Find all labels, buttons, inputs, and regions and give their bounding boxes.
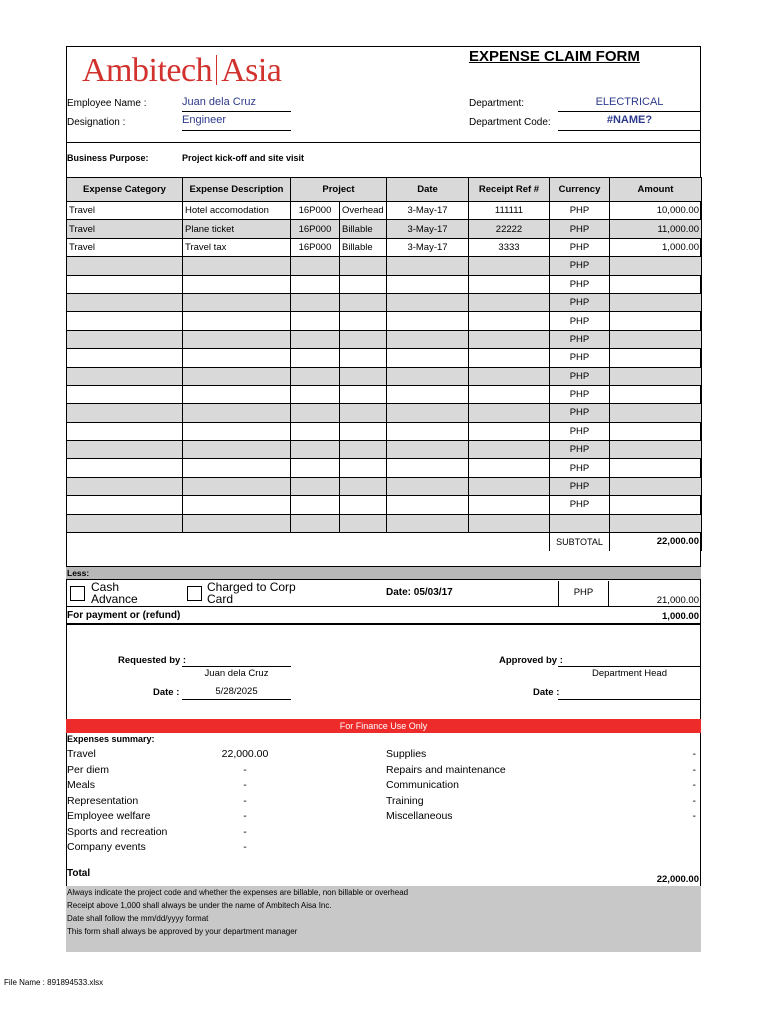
date-cell[interactable] (387, 385, 469, 403)
project-code-cell[interactable] (291, 275, 340, 293)
currency-cell[interactable] (550, 514, 610, 532)
date-cell[interactable] (387, 367, 469, 385)
table-row (67, 349, 702, 367)
receipt-cell[interactable]: 22222 (469, 220, 550, 238)
receipt-cell[interactable] (469, 367, 550, 385)
description-cell[interactable] (183, 459, 291, 477)
amount-cell[interactable] (610, 312, 702, 330)
summary-label: Travel (67, 748, 96, 760)
project-type-cell[interactable] (340, 367, 387, 385)
category-cell[interactable] (67, 312, 183, 330)
project-type-cell[interactable]: Overhead (340, 202, 387, 220)
amount-cell[interactable]: 1,000.00 (610, 238, 702, 256)
date-cell[interactable] (387, 441, 469, 459)
amount-cell[interactable] (610, 330, 702, 348)
category-cell[interactable] (67, 514, 183, 532)
header-expense-category: Expense Category (67, 178, 183, 202)
less-bar (66, 566, 701, 580)
project-code-cell[interactable] (291, 293, 340, 311)
currency-cell[interactable]: PHP (550, 367, 610, 385)
category-cell[interactable]: Travel (67, 238, 183, 256)
file-name: File Name : 891894533.xlsx (4, 978, 104, 987)
corp-card-checkbox[interactable] (187, 586, 202, 601)
requested-by-label: Requested by : (118, 655, 187, 666)
category-cell[interactable]: Travel (67, 202, 183, 220)
table-row (67, 257, 702, 275)
header-amount: Amount (610, 178, 702, 202)
table-row (67, 330, 702, 348)
summary-value: - (243, 810, 247, 822)
currency-cell[interactable]: PHP (550, 404, 610, 422)
date-cell[interactable]: 3-May-17 (387, 220, 469, 238)
amount-cell[interactable] (610, 367, 702, 385)
description-cell[interactable]: Hotel accomodation (183, 202, 291, 220)
amount-cell[interactable] (610, 293, 702, 311)
project-code-cell[interactable] (291, 422, 340, 440)
date-cell[interactable] (387, 330, 469, 348)
amount-cell[interactable] (610, 514, 702, 532)
receipt-cell[interactable] (469, 496, 550, 514)
description-cell[interactable]: Travel tax (183, 238, 291, 256)
summary-label: Communication (386, 779, 459, 791)
receipt-cell[interactable] (469, 312, 550, 330)
requested-by-name: Juan dela Cruz (204, 668, 269, 679)
date-cell[interactable]: 3-May-17 (387, 202, 469, 220)
less-date: Date: 05/03/17 (386, 587, 453, 598)
summary-label: Meals (67, 779, 96, 791)
divider (66, 623, 701, 625)
description-cell[interactable] (183, 312, 291, 330)
corp-card-label: Charged to Corp Card (207, 580, 296, 606)
table-row (67, 293, 702, 311)
table-row (67, 385, 702, 403)
project-type-cell[interactable] (340, 293, 387, 311)
project-code-cell[interactable] (291, 514, 340, 532)
receipt-cell[interactable] (469, 441, 550, 459)
summary-value: - (692, 763, 696, 776)
receipt-cell[interactable] (469, 349, 550, 367)
employee-name-label: Employee Name : (67, 98, 147, 109)
note-line: Date shall follow the mm/dd/yyyy format (67, 914, 209, 923)
receipt-cell[interactable] (469, 257, 550, 275)
category-cell[interactable] (67, 257, 183, 275)
project-code-cell[interactable] (291, 349, 340, 367)
header-receipt-ref: Receipt Ref # (469, 178, 550, 202)
description-cell[interactable] (183, 441, 291, 459)
amount-cell[interactable] (610, 441, 702, 459)
summary-label: Company events (67, 841, 146, 853)
employee-name-field[interactable]: Juan dela Cruz (182, 96, 291, 112)
table-row (67, 441, 702, 459)
amount-cell[interactable] (610, 404, 702, 422)
header-expense-description: Expense Description (183, 178, 291, 202)
project-type-cell[interactable]: Billable (340, 220, 387, 238)
cash-advance-option[interactable] (70, 581, 180, 605)
total-label: Total (67, 868, 91, 879)
table-row (67, 367, 702, 385)
project-type-cell[interactable] (340, 441, 387, 459)
corp-card-option[interactable] (187, 581, 317, 605)
amount-cell[interactable] (610, 477, 702, 495)
currency-cell[interactable]: PHP (550, 220, 610, 238)
logo-divider (216, 55, 217, 85)
cash-advance-label: Cash Advance (91, 580, 138, 606)
note-line: Receipt above 1,000 shall always be under the name of Ambitech Aisa Inc. (67, 901, 332, 910)
approved-by-label: Approved by : (499, 655, 563, 666)
summary-value: - (692, 748, 696, 760)
table-row (67, 422, 702, 440)
currency-cell[interactable]: PHP (550, 441, 610, 459)
business-purpose-field[interactable]: Project kick-off and site visit (182, 153, 305, 163)
table-row (67, 496, 702, 514)
currency-cell[interactable]: PHP (550, 385, 610, 403)
less-amount: 21,000.00 (656, 595, 699, 606)
approved-by-line[interactable] (558, 654, 701, 667)
cash-advance-checkbox[interactable] (70, 586, 85, 601)
table-row (67, 202, 702, 220)
table-row (67, 459, 702, 477)
currency-cell[interactable]: PHP (550, 257, 610, 275)
note-line: This form shall always be approved by your department manager (67, 927, 298, 936)
category-cell[interactable] (67, 496, 183, 514)
department-code-label: Department Code: (469, 117, 551, 128)
project-type-cell[interactable] (340, 275, 387, 293)
amount-cell[interactable] (610, 496, 702, 514)
project-code-cell[interactable] (291, 257, 340, 275)
date-cell[interactable] (387, 514, 469, 532)
description-cell[interactable] (183, 477, 291, 495)
description-cell[interactable] (183, 257, 291, 275)
category-cell[interactable] (67, 404, 183, 422)
project-code-cell[interactable] (291, 496, 340, 514)
approved-date-field[interactable] (558, 686, 701, 700)
summary-label: Repairs and maintenance (386, 763, 506, 776)
project-type-cell[interactable] (340, 257, 387, 275)
divider (66, 606, 701, 607)
project-code-cell[interactable] (291, 404, 340, 422)
currency-cell[interactable]: PHP (550, 202, 610, 220)
project-type-cell[interactable] (340, 404, 387, 422)
category-cell[interactable] (67, 367, 183, 385)
receipt-cell[interactable] (469, 275, 550, 293)
summary-value: - (243, 779, 247, 791)
project-code-cell[interactable] (291, 367, 340, 385)
summary-label: Miscellaneous (386, 810, 453, 822)
receipt-cell[interactable] (469, 514, 550, 532)
receipt-cell[interactable] (469, 459, 550, 477)
category-cell[interactable] (67, 275, 183, 293)
amount-cell[interactable] (610, 385, 702, 403)
project-type-cell[interactable] (340, 459, 387, 477)
amount-cell[interactable] (610, 422, 702, 440)
receipt-cell[interactable]: 3333 (469, 238, 550, 256)
currency-cell[interactable]: PHP (550, 312, 610, 330)
description-cell[interactable] (183, 514, 291, 532)
category-cell[interactable] (67, 477, 183, 495)
department-label: Department: (469, 98, 525, 109)
project-code-cell[interactable]: 16P000 (291, 238, 340, 256)
date-cell[interactable] (387, 496, 469, 514)
category-cell[interactable] (67, 330, 183, 348)
project-type-cell[interactable]: Billable (340, 238, 387, 256)
description-cell[interactable] (183, 496, 291, 514)
logo-left: Ambitech (82, 52, 213, 89)
designation-field[interactable]: Engineer (182, 114, 291, 131)
department-field[interactable]: ELECTRICAL (558, 96, 701, 112)
approved-by-name: Department Head (592, 668, 667, 679)
currency-cell[interactable]: PHP (550, 422, 610, 440)
project-code-cell[interactable] (291, 477, 340, 495)
table-row (67, 514, 702, 532)
table-header-row (67, 178, 702, 202)
category-cell[interactable] (67, 349, 183, 367)
table-row (67, 312, 702, 330)
project-code-cell[interactable] (291, 441, 340, 459)
description-cell[interactable]: Plane ticket (183, 220, 291, 238)
date-cell[interactable] (387, 349, 469, 367)
amount-cell[interactable]: 11,000.00 (610, 220, 702, 238)
currency-cell[interactable]: PHP (550, 349, 610, 367)
amount-cell[interactable] (610, 275, 702, 293)
summary-value: 22,000.00 (221, 748, 269, 760)
project-code-cell[interactable] (291, 312, 340, 330)
header-currency: Currency (550, 178, 610, 202)
description-cell[interactable] (183, 367, 291, 385)
table-row (67, 404, 702, 422)
summary-value: - (692, 810, 696, 822)
currency-cell[interactable]: PHP (550, 238, 610, 256)
less-currency: PHP (573, 587, 594, 598)
summary-label: Employee welfare (67, 810, 151, 822)
date-cell[interactable]: 3-May-17 (387, 238, 469, 256)
receipt-cell[interactable] (469, 477, 550, 495)
amount-cell[interactable] (610, 459, 702, 477)
project-type-cell[interactable] (340, 514, 387, 532)
currency-cell[interactable]: PHP (550, 330, 610, 348)
amount-cell[interactable] (610, 349, 702, 367)
header-project: Project (291, 178, 387, 202)
project-code-cell[interactable] (291, 459, 340, 477)
category-cell[interactable]: Travel (67, 220, 183, 238)
date-cell[interactable] (387, 422, 469, 440)
project-code-cell[interactable] (291, 385, 340, 403)
department-code-field[interactable]: #NAME? (558, 114, 701, 131)
project-code-cell[interactable]: 16P000 (291, 220, 340, 238)
project-type-cell[interactable] (340, 330, 387, 348)
payment-amount: 1,000.00 (662, 611, 699, 622)
receipt-cell[interactable] (469, 330, 550, 348)
notes-box (66, 886, 701, 952)
category-cell[interactable] (67, 459, 183, 477)
subtotal-value: 22,000.00 (610, 533, 702, 551)
description-cell[interactable] (183, 422, 291, 440)
table-row (67, 238, 702, 256)
amount-cell[interactable]: 10,000.00 (610, 202, 702, 220)
receipt-cell[interactable] (469, 293, 550, 311)
requested-date-label: Date : (153, 687, 180, 698)
receipt-cell[interactable] (469, 404, 550, 422)
summary-value: - (243, 825, 247, 838)
date-cell[interactable] (387, 404, 469, 422)
note-line: Always indicate the project code and whether the expenses are billable, non billable or overhead (67, 888, 409, 897)
summary-label: Per diem (67, 763, 110, 776)
company-logo (82, 52, 281, 90)
category-cell[interactable] (67, 441, 183, 459)
subtotal-label: SUBTOTAL (550, 533, 610, 551)
date-cell[interactable] (387, 275, 469, 293)
project-type-cell[interactable] (340, 422, 387, 440)
currency-cell[interactable]: PHP (550, 293, 610, 311)
receipt-cell[interactable] (469, 385, 550, 403)
summary-value: - (692, 794, 696, 807)
category-cell[interactable] (67, 385, 183, 403)
project-type-cell[interactable] (340, 312, 387, 330)
business-purpose-label: Business Purpose: (67, 153, 149, 163)
header-date: Date (387, 178, 469, 202)
summary-label: Sports and recreation (67, 825, 168, 838)
requested-by-line[interactable] (182, 654, 291, 667)
subtotal-row (67, 533, 702, 551)
form-title: EXPENSE CLAIM FORM (469, 48, 640, 65)
summary-value: - (243, 794, 247, 807)
receipt-cell[interactable] (469, 422, 550, 440)
requested-date-field[interactable]: 5/28/2025 (182, 686, 291, 700)
description-cell[interactable] (183, 404, 291, 422)
description-cell[interactable] (183, 349, 291, 367)
date-cell[interactable] (387, 459, 469, 477)
currency-cell[interactable]: PHP (550, 477, 610, 495)
date-cell[interactable] (387, 293, 469, 311)
category-cell[interactable] (67, 422, 183, 440)
summary-value: - (243, 841, 247, 853)
project-code-cell[interactable] (291, 330, 340, 348)
approved-date-label: Date : (533, 687, 560, 698)
project-type-cell[interactable] (340, 385, 387, 403)
summary-value: - (692, 779, 696, 791)
category-cell[interactable] (67, 293, 183, 311)
table-row (67, 220, 702, 238)
currency-cell[interactable]: PHP (550, 459, 610, 477)
date-cell[interactable] (387, 312, 469, 330)
expense-table (66, 177, 702, 551)
description-cell[interactable] (183, 275, 291, 293)
description-cell[interactable] (183, 330, 291, 348)
date-cell[interactable] (387, 257, 469, 275)
summary-label: Training (386, 794, 424, 807)
summary-label: Representation (67, 794, 139, 807)
summary-value: - (243, 763, 247, 776)
description-cell[interactable] (183, 293, 291, 311)
date-cell[interactable] (387, 477, 469, 495)
divider (66, 142, 701, 143)
project-type-cell[interactable] (340, 477, 387, 495)
project-type-cell[interactable] (340, 496, 387, 514)
logo-right: Asia (221, 52, 282, 89)
amount-cell[interactable] (610, 257, 702, 275)
receipt-cell[interactable]: 111111 (469, 202, 550, 220)
expenses-summary-label: Expenses summary: (67, 734, 155, 744)
payment-label: For payment or (refund) (67, 610, 181, 621)
total-value: 22,000.00 (656, 874, 699, 885)
description-cell[interactable] (183, 385, 291, 403)
less-label: Less: (67, 568, 90, 578)
currency-cell[interactable]: PHP (550, 275, 610, 293)
project-code-cell[interactable]: 16P000 (291, 202, 340, 220)
designation-label: Designation : (67, 117, 126, 128)
finance-use-bar: For Finance Use Only (66, 719, 701, 733)
table-row (67, 477, 702, 495)
currency-cell[interactable]: PHP (550, 496, 610, 514)
project-type-cell[interactable] (340, 349, 387, 367)
summary-label: Supplies (386, 748, 427, 760)
table-row (67, 275, 702, 293)
